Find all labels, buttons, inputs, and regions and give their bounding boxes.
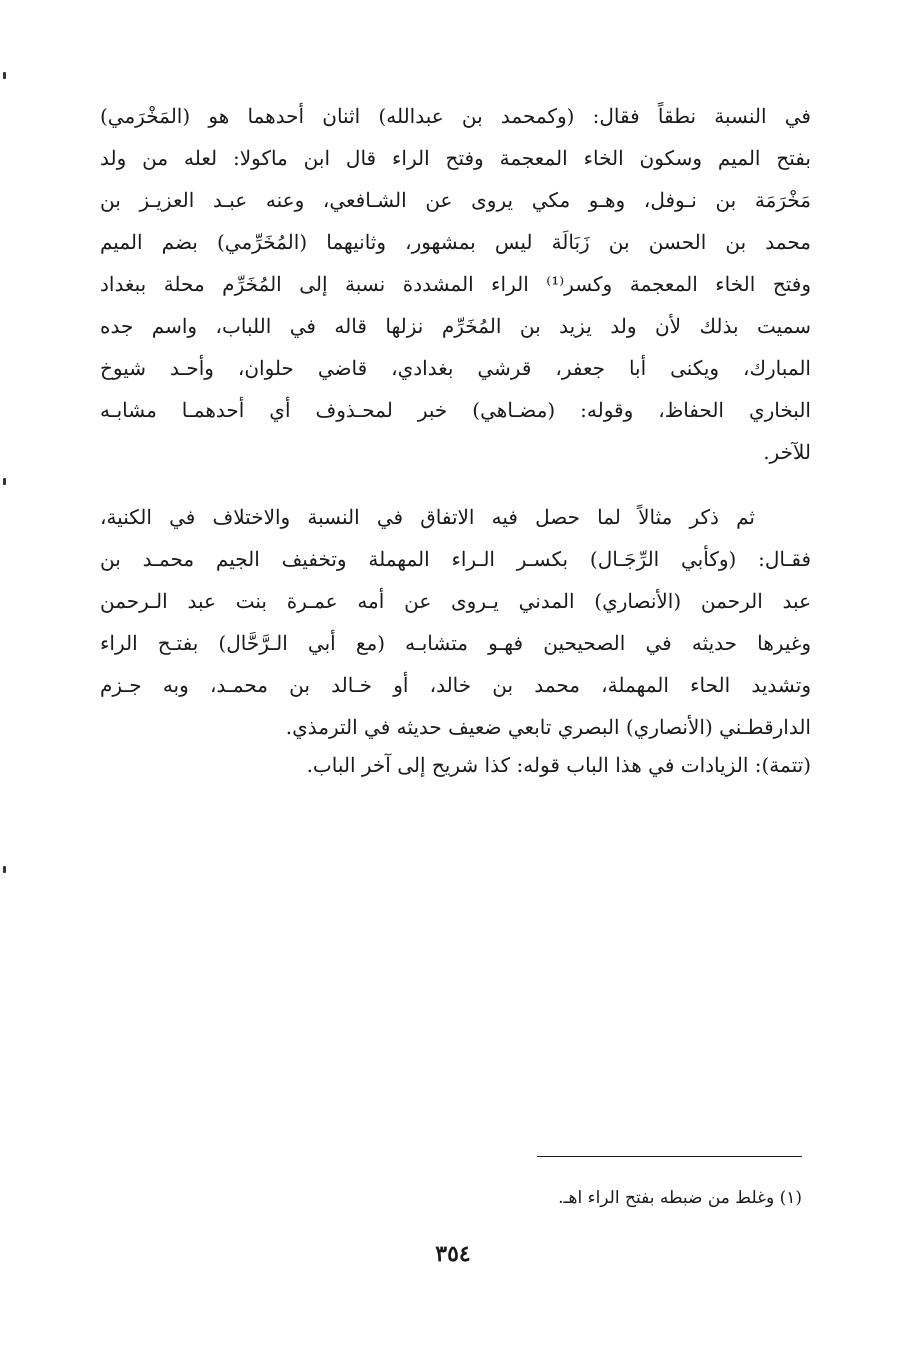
text-line: (تتمة): الزيادات في هذا الباب قوله: كذا شريح إلى آخر الباب. (306, 753, 811, 777)
text-line: في النسبة نطقاً فقال: (وكمحمد بن عبدالله) اثنان أحدهما هو (المَخْرَمي) (100, 104, 811, 128)
text-line: وغيرها حديثه في الصحيحين فهـو متشابـه (مع أبي الـرَّحَّال) بفتـح الراء (100, 631, 811, 655)
text-line: سميت بذلك لأن ولد يزيد بن المُخَرِّم نزلها قاله في اللباب، واسم جده (100, 314, 811, 338)
text-line: مَخْرَمَة بن نـوفل، وهـو مكي يروى عن الشـافعي، وعنه عبـد العزيـز بن (100, 188, 811, 212)
text-line: المبارك، ويكنى أبا جعفر، قرشي بغدادي، قاضي حلوان، وأحـد شيوخ (100, 356, 811, 380)
text-line: محمد بن الحسن بن زَبَالَة ليس بمشهور، وثانيهما (المُخَرِّمي) بضم الميم (100, 230, 811, 254)
text-line: بفتح الميم وسكون الخاء المعجمة وفتح الراء قال ابن ماكولا: لعله من ولد (100, 146, 811, 170)
scan-edge-mark (3, 478, 6, 485)
text-line: فقـال: (وكأبي الرِّجَـال) بكسـر الـراء المهملة وتخفيف الجيم محمـد بن (100, 547, 811, 571)
text-line: ثم ذكر مثالاً لما حصل فيه الاتفاق في النسبة والاختلاف في الكنية، (100, 505, 755, 529)
paragraph-supplement (100, 744, 811, 786)
paragraph-nisba-example (100, 95, 811, 473)
text-line: الدارقطـني (الأنصاري) البصري تابعي ضعيف حديثه في الترمذي. (285, 715, 811, 739)
page-number: ٣٥٤ (435, 1241, 471, 1267)
text-line: عبد الرحمن (الأنصاري) المدني يـروى عن أمه عمـرة بنت عبد الـرحمن (100, 589, 811, 613)
scan-edge-mark (3, 866, 6, 873)
paragraph-kunya-example (100, 496, 811, 748)
scan-edge-mark (3, 72, 6, 79)
text-line: وفتح الخاء المعجمة وكسر⁽¹⁾ الراء المشددة نسبة إلى المُخَرِّم محلة ببغداد (100, 272, 811, 296)
footnote-divider (537, 1156, 802, 1157)
text-line: وتشديد الحاء المهملة، محمد بن خالد، أو خـالد بن محمـد، وبه جـزم (100, 673, 811, 697)
text-line: للآخر. (763, 440, 811, 464)
footnote: (١) وغلط من ضبطه بفتح الراء اهـ. (558, 1188, 802, 1208)
text-line: البخاري الحفاظ، وقوله: (مضـاهي) خبر لمحـذوف أي أحدهمـا مشابـه (100, 398, 811, 422)
